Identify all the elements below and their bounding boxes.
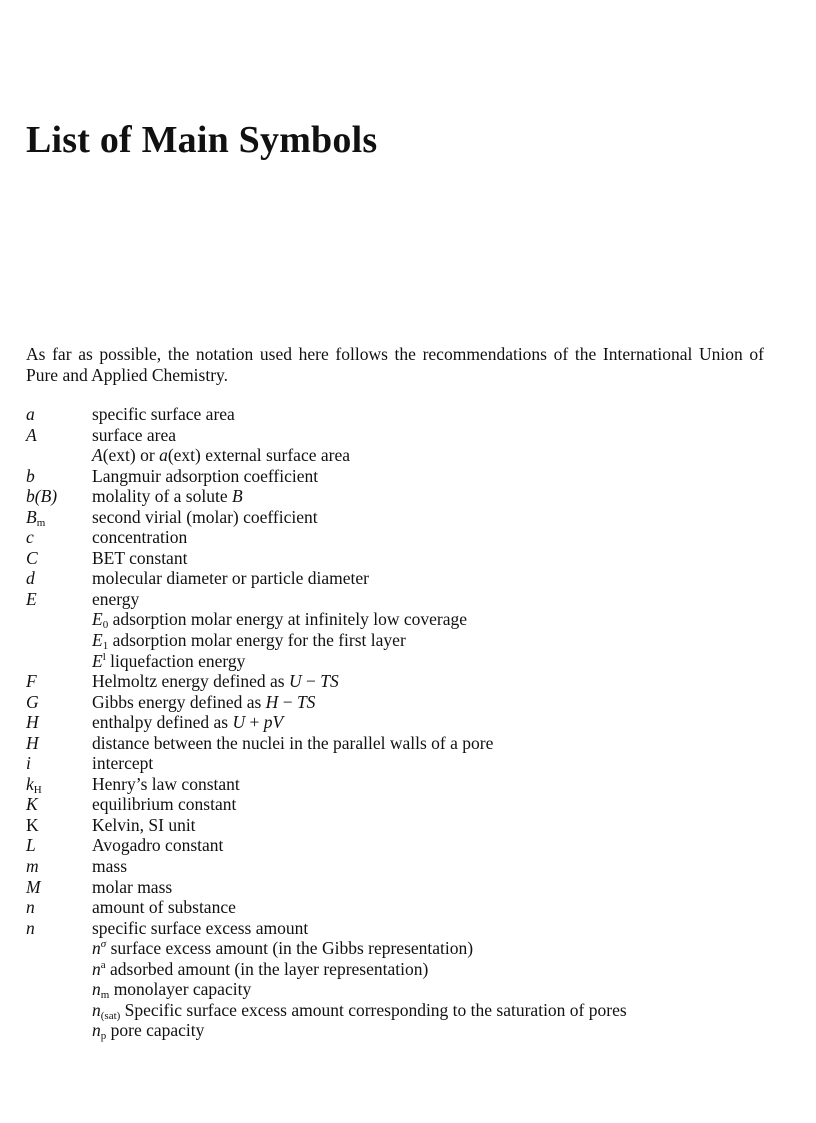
symbol: n: [26, 897, 35, 918]
symbol: H: [26, 732, 39, 753]
symbol-description: Avogadro constant: [92, 835, 224, 856]
symbol-description: $n^a$ adsorbed amount (in the layer representation): [92, 958, 429, 979]
symbol-list: [26, 404, 796, 1041]
symbol-description: energy: [92, 588, 140, 609]
symbol-entry-6: [26, 507, 796, 528]
symbol-entry-27: [26, 938, 796, 959]
symbol-entry-17: [26, 733, 796, 754]
symbol: G: [26, 691, 39, 712]
symbol-entry-14: [26, 671, 796, 692]
symbol-entry-21: [26, 815, 796, 836]
symbol-entry-11: [26, 609, 796, 630]
symbol-description: $n^\sigma$ surface excess amount (in the Gibbs representation): [92, 938, 474, 959]
symbol-entry-23: [26, 856, 796, 877]
symbol-entry-9: [26, 568, 796, 589]
symbol-description: molality of a solute B: [92, 486, 243, 507]
symbol-description: distance between the nuclei in the parallel walls of a pore: [92, 732, 494, 753]
symbol: E: [26, 588, 37, 609]
symbol: F: [26, 671, 37, 692]
symbol-description: $E^l$ liquefaction energy: [92, 650, 246, 671]
symbol: n: [26, 917, 35, 938]
symbol: d: [26, 568, 35, 589]
symbol-description: second virial (molar) coefficient: [92, 506, 318, 527]
symbol: b(B): [26, 486, 58, 507]
symbol-description: $n_p$ pore capacity: [92, 1020, 205, 1043]
symbol: C: [26, 547, 38, 568]
symbol: a: [26, 404, 35, 424]
symbol-description: concentration: [92, 527, 188, 548]
symbol-description: molar mass: [92, 876, 173, 897]
symbol: $B_m$: [26, 506, 46, 529]
symbol: L: [26, 835, 36, 856]
symbol-entry-31: [26, 1020, 796, 1041]
symbol-entry-24: [26, 877, 796, 898]
symbol-description: $E_0$ adsorption molar energy at infinitely low coverage: [92, 609, 468, 632]
symbol-entry-28: [26, 959, 796, 980]
symbol-description: enthalpy defined as U + pV: [92, 712, 284, 733]
symbol-description: equilibrium constant: [92, 794, 237, 815]
symbol: m: [26, 856, 39, 877]
symbol-entry-26: [26, 918, 796, 939]
symbol: i: [26, 753, 31, 774]
page-title: List of Main Symbols: [26, 119, 378, 161]
symbol-entry-4: [26, 466, 796, 487]
symbol-entry-16: [26, 712, 796, 733]
symbol-entry-8: [26, 548, 796, 569]
symbol: M: [26, 876, 41, 897]
symbol: K: [26, 794, 38, 815]
symbol: b: [26, 465, 35, 486]
symbol: K: [26, 814, 39, 835]
symbol-entry-25: [26, 897, 796, 918]
symbol-entry-5: [26, 486, 796, 507]
symbol-description: specific surface area: [92, 404, 235, 424]
symbol-entry-13: [26, 651, 796, 672]
symbol-entry-10: [26, 589, 796, 610]
symbol: $k_H$: [26, 773, 42, 796]
symbol-description: specific surface excess amount: [92, 917, 309, 938]
symbol-description: surface area: [92, 424, 177, 445]
symbol-description: Langmuir adsorption coefficient: [92, 465, 319, 486]
symbol-entry-20: [26, 794, 796, 815]
symbol-entry-29: [26, 979, 796, 1000]
symbol-entry-12: [26, 630, 796, 651]
symbol-description: A(ext) or a(ext) external surface area: [92, 445, 350, 466]
symbol-description: Gibbs energy defined as H − TS: [92, 691, 316, 712]
symbol-description: amount of substance: [92, 897, 236, 918]
symbol-description: Kelvin, SI unit: [92, 814, 196, 835]
symbol-description: molecular diameter or particle diameter: [92, 568, 369, 589]
symbol: A: [26, 424, 37, 445]
symbol-entry-18: [26, 753, 796, 774]
symbol-entry-3: [26, 445, 796, 466]
symbol-entry-22: [26, 835, 796, 856]
symbol-description: $E_1$ adsorption molar energy for the first layer: [92, 630, 406, 653]
symbol: H: [26, 712, 39, 733]
symbol-description: BET constant: [92, 547, 188, 568]
symbol-entry-7: [26, 527, 796, 548]
symbol-description: Henry’s law constant: [92, 773, 240, 794]
symbol-entry-1: [26, 404, 796, 425]
symbol-entry-2: [26, 425, 796, 446]
symbol-description: Helmoltz energy defined as U − TS: [92, 671, 339, 692]
symbol-description: $n_{(sat)}$ Specific surface excess amount corresponding to the saturation of pores: [92, 999, 627, 1022]
symbol-entry-30: [26, 1000, 796, 1021]
symbol-description: intercept: [92, 753, 154, 774]
intro-paragraph: As far as possible, the notation used here follows the recommendations of the International Union of Pure and Applied Chemistry.: [26, 344, 764, 385]
symbol: c: [26, 527, 34, 548]
symbol-description: mass: [92, 856, 127, 877]
symbol-description: $n_m$ monolayer capacity: [92, 979, 252, 1002]
symbol-entry-19: [26, 774, 796, 795]
symbol-entry-15: [26, 692, 796, 713]
